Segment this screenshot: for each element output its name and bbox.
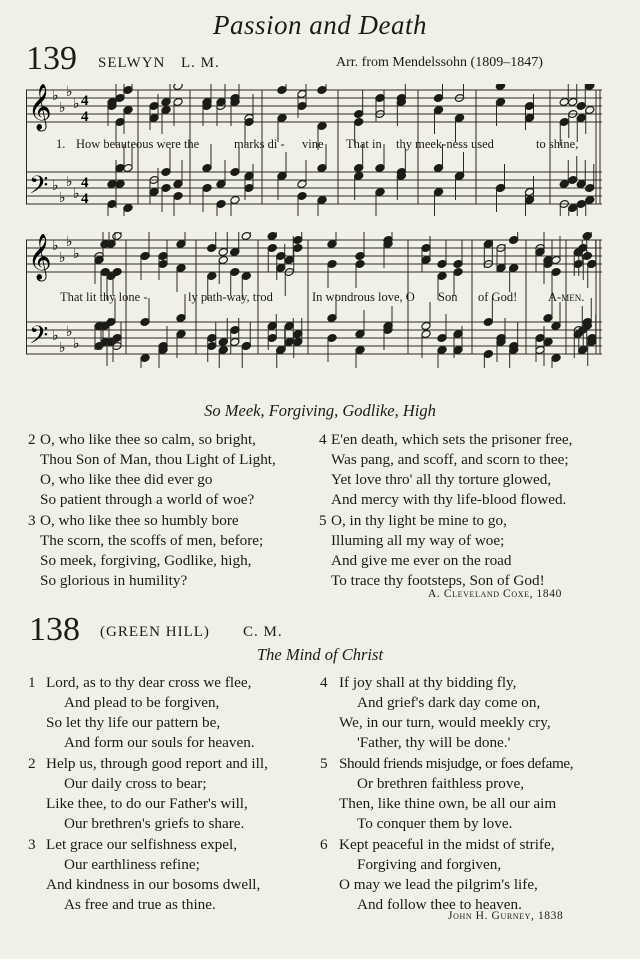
verse-line: Then, like thine own, be all our aim (339, 795, 557, 812)
verse-4 (320, 673, 551, 753)
flat-sign: ♭ (66, 235, 73, 250)
verse-5 (320, 754, 573, 834)
verse-5 (319, 511, 545, 591)
flat-sign: ♭ (52, 239, 59, 254)
flat-sign: ♭ (52, 179, 59, 194)
time-signature: 4 (81, 109, 89, 125)
time-signature: 4 (81, 175, 89, 191)
verse-number: 4 (320, 674, 328, 691)
lyric-syllable: vine (302, 137, 324, 151)
verse-line: To trace thy footsteps, Son of God! (331, 572, 545, 589)
bass-clef: 𝄢 (29, 321, 49, 356)
verse-line: O, who like thee so humbly bore (40, 512, 239, 529)
flat-sign: ♭ (73, 337, 80, 352)
verse-line: E'en death, which sets the prisoner free, (331, 431, 573, 448)
flat-sign: ♭ (66, 325, 73, 340)
verse-line: Like thee, to do our Father's will, (46, 795, 248, 812)
author-credit: John H. Gurney, 1838 (448, 910, 564, 922)
flat-sign: ♭ (59, 251, 66, 266)
verse-4 (319, 430, 572, 510)
verse-3 (28, 835, 260, 915)
lyric-syllable: How beauteous were the (76, 137, 200, 151)
flat-sign: ♭ (52, 89, 59, 104)
flat-sign: ♭ (66, 175, 73, 190)
verse-line: And kindness in our bosoms dwell, (46, 876, 261, 893)
verse-line: And give me ever on the road (331, 552, 512, 569)
verse-line: We, in our turn, would meekly cry, (339, 714, 551, 731)
verse-number: 3 (28, 836, 36, 853)
verse-line: Yet love thro' all thy torture glowed, (331, 471, 552, 488)
time-signature: 4 (81, 93, 89, 109)
time-signature: 4 (81, 191, 89, 207)
verse-line: As free and true as thine. (64, 896, 216, 913)
verse-line: Forgiving and forgiven, (357, 856, 502, 873)
verse-line: 'Father, thy will be done.' (357, 734, 511, 751)
verse-line: O may we lead the pilgrim's life, (339, 876, 538, 893)
lyric-syllable: of God! (478, 290, 518, 304)
verse-line: Thou Son of Man, thou Light of Light, (40, 451, 276, 468)
verse-line: The scorn, the scoffs of men, before; (40, 532, 264, 549)
verse-6 (320, 835, 555, 915)
section-title: Passion and Death (213, 10, 427, 40)
verse-line: Was pang, and scoff, and scorn to thee; (331, 451, 569, 468)
lyric-syllable: Son (438, 290, 458, 304)
flat-sign: ♭ (73, 247, 80, 262)
verse-line: O, who like thee so calm, so bright, (40, 431, 256, 448)
verse-line: And form our souls for heaven. (64, 734, 255, 751)
verse-line: Or brethren faithless prove, (357, 775, 525, 792)
meter: L. M. (181, 55, 220, 71)
verse-line: So meek, forgiving, Godlike, high, (40, 552, 252, 569)
verse-line: Our brethren's griefs to share. (64, 815, 245, 832)
verse-line: So glorious in humility? (40, 572, 188, 589)
verse-3 (28, 511, 263, 591)
bass-clef: 𝄢 (29, 171, 49, 206)
flat-sign: ♭ (59, 341, 66, 356)
lyric-syllable: marks di - (234, 137, 285, 151)
verse-number: 1 (28, 674, 36, 691)
lyric-syllable: In wondrous love, O (312, 290, 415, 304)
hymn-number: 138 (29, 611, 80, 648)
verse-line: O, in thy light be mine to go, (331, 512, 507, 529)
verse-2 (28, 430, 276, 510)
treble-clef: 𝄞 (28, 234, 52, 280)
verse-line: Kept peaceful in the midst of strife, (339, 836, 555, 853)
arrangement-credit: Arr. from Mendelssohn (1809–1847) (336, 55, 543, 70)
treble-clef: 𝄞 (28, 84, 52, 130)
flat-sign: ♭ (59, 101, 66, 116)
tune-name: (GREEN HILL) (100, 624, 210, 640)
verse-line: And follow thee to heaven. (357, 896, 522, 913)
flat-sign: ♭ (52, 329, 59, 344)
verse-number: 4 (319, 431, 327, 448)
verse-line: And mercy with thy life-blood flowed. (331, 491, 567, 508)
verse-line: Our earthliness refine; (64, 856, 200, 873)
verse-number: 5 (319, 512, 327, 529)
tune-name: SELWYN (98, 55, 166, 71)
lyric-syllable: 1. (56, 137, 66, 151)
verse-line: So let thy life our pattern be, (46, 714, 221, 731)
lyric-syllable: thy meek-ness used (396, 137, 494, 151)
verse-line: So patient through a world of woe? (40, 491, 255, 508)
verse-line: Lord, as to thy dear cross we flee, (46, 674, 252, 691)
verse-2 (28, 754, 268, 834)
verse-line: Help us, through good report and ill, (46, 755, 268, 772)
flat-sign: ♭ (66, 85, 73, 100)
flat-sign: ♭ (73, 187, 80, 202)
meter: C. M. (243, 624, 283, 640)
verse-1 (28, 673, 255, 753)
verse-number: 2 (28, 431, 36, 448)
verse-line: Should friends misjudge, or foes defame, (339, 755, 574, 772)
verse-line: Let grace our selfishness expel, (46, 836, 238, 853)
verse-line: To conquer them by love. (357, 815, 513, 832)
verse-number: 2 (28, 755, 36, 772)
hymn-subtitle: So Meek, Forgiving, Godlike, High (204, 401, 436, 420)
verse-line: And grief's dark day come on, (357, 694, 541, 711)
verse-line: Our daily cross to bear; (64, 775, 207, 792)
lyric-syllable: ly path-way, trod (188, 290, 273, 304)
flat-sign: ♭ (59, 191, 66, 206)
hymn-subtitle: The Mind of Christ (256, 645, 384, 664)
verse-line: O, who like thee did ever go (40, 471, 213, 488)
verse-number: 6 (320, 836, 328, 853)
verse-number: 5 (320, 755, 328, 772)
lyric-syllable: to shine, (536, 137, 579, 151)
verse-line: If joy shall at thy bidding fly, (339, 674, 517, 691)
lyric-syllable: That lit thy lone - (60, 290, 148, 304)
lyric-syllable: A-men. (548, 290, 585, 304)
verse-line: Illuming all my way of woe; (331, 532, 505, 549)
verse-line: And plead to be forgiven, (64, 694, 220, 711)
author-credit: A. Cleveland Coxe, 1840 (428, 588, 562, 600)
lyric-syllable: That in (346, 137, 382, 151)
flat-sign: ♭ (73, 97, 80, 112)
hymn-number: 139 (26, 40, 77, 77)
verse-number: 3 (28, 512, 36, 529)
